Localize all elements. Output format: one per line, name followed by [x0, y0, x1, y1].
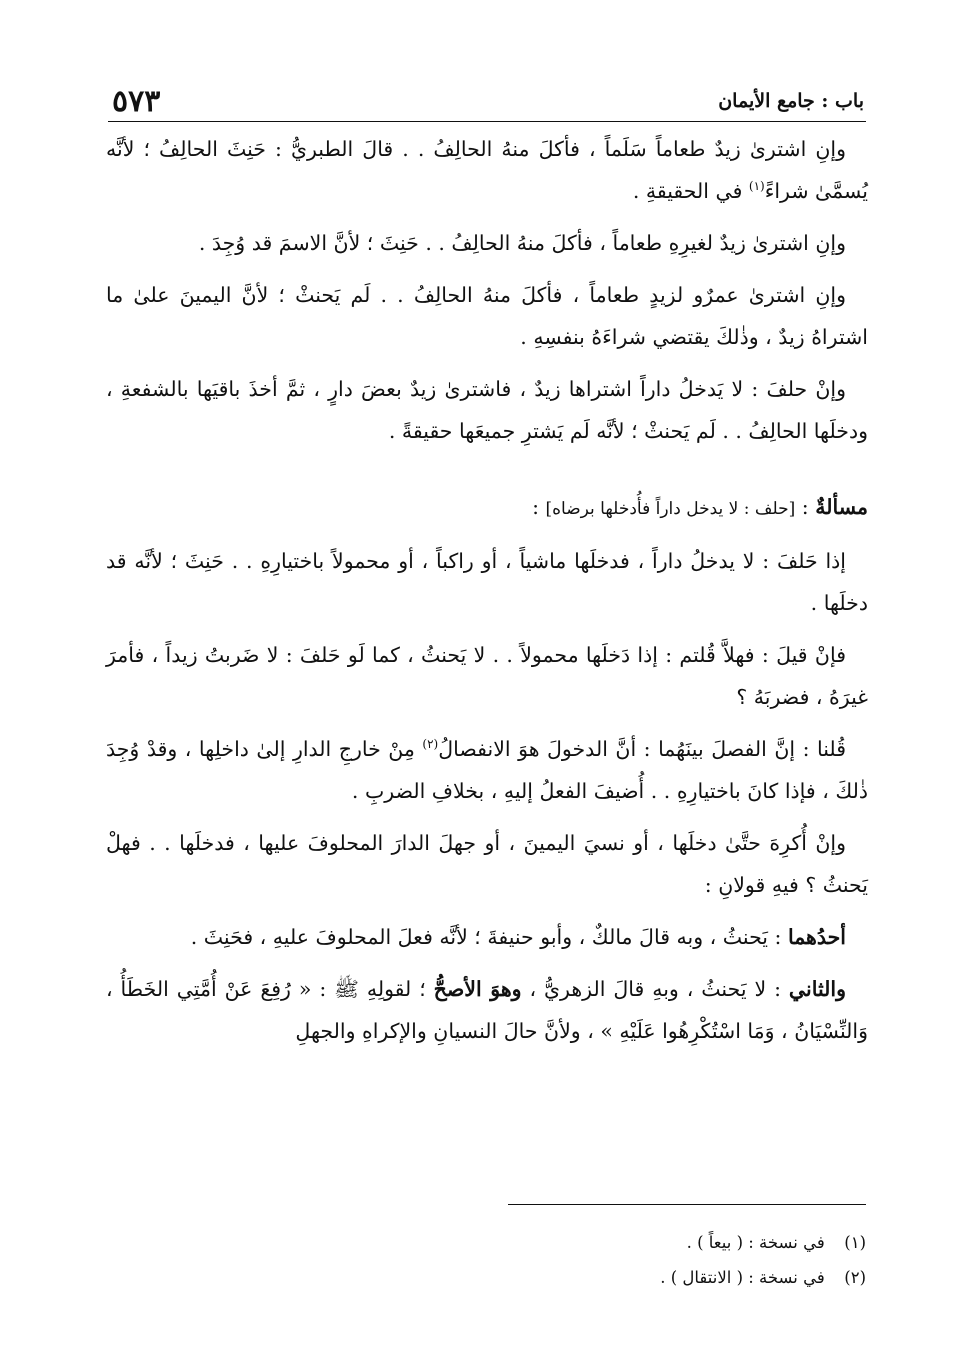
preferred-opinion-phrase: وهوَ الأصحُّ: [433, 977, 522, 1001]
paragraph-10-text-a: : لا يَحنثُ ، وبهِ قالَ الزهريُّ ،: [521, 977, 789, 1001]
footnote-ref-1: (١): [748, 179, 765, 194]
paragraph-4: وإنْ حلفَ : لا يَدخلُ داراً اشتراها زيدٌ ، فاشترىٰ زيدٌ بعضَ دارٍ ، ثمَّ أخذَ باقيَها بالشفعةِ ، ودخلَها الحالِفُ . . لَم يَحنثْ ؛ لأنَّه لَم يَشترِ جميعَها حقيقةً .: [106, 377, 868, 443]
first-opinion-label: أحدُهما: [787, 925, 846, 949]
masala-bracket-title: [حلف : لا يدخل داراً فأُدخلها برضاه]: [545, 499, 796, 519]
paragraph-7: [106, 728, 868, 812]
paragraph-2: وإنِ اشترىٰ زيدٌ لغيرِهِ طعاماً ، فأكلَ منهُ الحالِفُ . . حَنِثَ ؛ لأنَّ الاسمَ قد وُجِدَ .: [198, 231, 846, 255]
paragraph-1-text-b: في الحقيقةِ .: [632, 179, 749, 203]
paragraph-7-text-b: مِنْ خارجِ الدارِ إلىٰ داخلِها ، وقدْ وُجِدَ ذٰلكَ ، فإذا كانَ باختيارِهِ . . أُضيفَ الفعلُ إليهِ ، بخلافِ الضربِ .: [106, 737, 868, 803]
footnote-2: [300, 1260, 866, 1295]
paragraph-10-text-b: ؛ لقولِهِ ﷺ : « رُفِعَ عَنْ أُمَّتِي الخَطَأُ ، وَالنِّسْيَانُ ، وَمَا اسْتُكْرِهُوا عَلَيْهِ » ، ولأنَّ حالَ النسيانِ والإكراهِ والجهلِ: [106, 977, 868, 1043]
footnotes: [300, 1225, 866, 1295]
paragraph-7-text-a: قُلنا : إنَّ الفصلَ بينَهُما : أنَّ الدخولَ هوَ الانفصالُ: [438, 737, 847, 761]
header-rule: [108, 121, 866, 122]
footnote-ref-2: (٢): [422, 737, 439, 752]
paragraph-1-text-a: وإنِ اشترىٰ زيدٌ طعاماً سَلَماً ، فأكلَ منهُ الحالِفُ . . قالَ الطبريُّ : حَنِثَ الحالِفُ ؛ لأنَّه يُسمَّىٰ شراءً: [106, 137, 868, 203]
footnote-2-number: (٢): [844, 1268, 866, 1287]
footnote-2-text: في نسخة : ( الانتقال ) .: [660, 1268, 825, 1287]
paragraph-6: فإنْ قيلَ : فهلاَّ قُلتم : إذا دَخلَها محمولاً . . لا يَحنثُ ، كما لَو حَلفَ : لا ضَربتُ زيداً ، فأمرَ غيرَهُ ، فضربَهُ ؟: [106, 643, 868, 709]
masala-end: :: [532, 495, 546, 519]
footnote-1-number: (١): [844, 1233, 866, 1252]
paragraph-9-text: : يَحنثُ ، وبه قالَ مالكٌ ، وأبو حنيفةَ ؛ لأنَّه فعلَ المحلوفَ عليهِ ، فحَنِثَ .: [190, 925, 788, 949]
paragraph-9: [106, 916, 868, 958]
footnote-1: [300, 1225, 866, 1260]
page-number: ٥٧٣: [112, 84, 161, 119]
page-header: [112, 84, 864, 118]
masala-heading: [106, 486, 868, 530]
paragraph-3: وإنِ اشترىٰ عمرٌو لزيدٍ طعاماً ، فأكلَ منهُ الحالِفُ . . لَم يَحنثْ ؛ لأنَّ اليمينَ علىٰ ما اشتراهُ زيدٌ ، وذٰلكَ يقتضي شراءَهُ بنفسِهِ .: [106, 283, 868, 349]
second-opinion-label: والثاني: [788, 977, 846, 1001]
paragraph-5: إذا حَلفَ : لا يدخلُ داراً ، فدخلَها ماشياً ، أو راكباً ، أو محمولاً باختيارِهِ . . حَنِثَ ؛ لأنَّه قد دخلَها .: [106, 549, 868, 615]
paragraph-8: وإنْ أُكرِهَ حتَّىٰ دخلَها ، أو نسيَ اليمينَ ، أو جهلَ الدارَ المحلوفَ عليها ، فدخلَها . . فهلْ يَحنثُ ؟ فيهِ قولانِ :: [106, 831, 868, 897]
masala-separator: :: [795, 495, 816, 519]
footnote-1-text: في نسخة : ( بيعاً ) .: [686, 1233, 825, 1252]
main-text: [106, 128, 868, 1062]
footnote-rule: [508, 1204, 866, 1205]
masala-label: مسألةٌ: [815, 495, 868, 519]
paragraph-10: [106, 968, 868, 1052]
paragraph-1: [106, 128, 868, 212]
chapter-title: باب : جامع الأيمان: [718, 90, 864, 112]
